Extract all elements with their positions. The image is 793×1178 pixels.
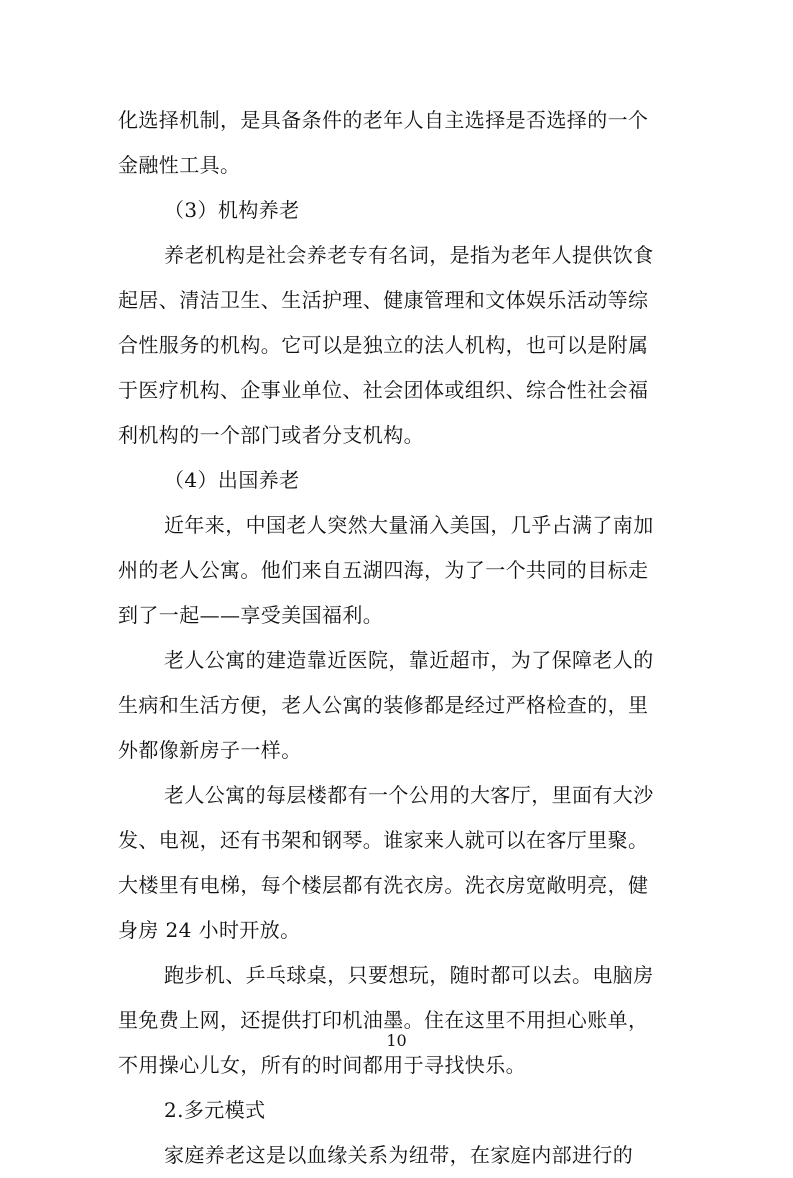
section-heading-overseas-care: （4）出国养老 xyxy=(164,468,300,492)
text-line: 跑步机、乒乓球桌，只要想玩，随时都可以去。电脑房 xyxy=(164,963,654,987)
text-line: 州的老人公寓。他们来自五湖四海，为了一个共同的目标走 xyxy=(118,558,649,582)
text-line: 大楼里有电梯，每个楼层都有洗衣房。洗衣房宽敞明亮，健 xyxy=(118,873,649,897)
section-heading-diversified-mode: 2.多元模式 xyxy=(164,1098,266,1122)
text-line: 外都像新房子一样。 xyxy=(118,738,302,762)
text-line: 身房 24 小时开放。 xyxy=(118,918,301,942)
text-line: 合性服务的机构。它可以是独立的法人机构，也可以是附属 xyxy=(118,333,649,357)
text-line: 老人公寓的建造靠近医院，靠近超市，为了保障老人的 xyxy=(164,648,654,672)
text-line: 老人公寓的每层楼都有一个公用的大客厅，里面有大沙 xyxy=(164,783,654,807)
text-line: 起居、清洁卫生、生活护理、健康管理和文体娱乐活动等综 xyxy=(118,288,649,312)
text-line: 养老机构是社会养老专有名词，是指为老年人提供饮食 xyxy=(164,243,654,267)
document-body xyxy=(118,98,680,1178)
text-line: 于医疗机构、企事业单位、社会团体或组织、综合性社会福 xyxy=(118,378,649,402)
text-line: 生病和生活方便，老人公寓的装修都是经过严格检查的，里 xyxy=(118,693,649,717)
text-line: 不用操心儿女，所有的时间都用于寻找快乐。 xyxy=(118,1053,526,1077)
text-line: 利机构的一个部门或者分支机构。 xyxy=(118,423,424,447)
text-line: 发、电视，还有书架和钢琴。谁家来人就可以在客厅里聚。 xyxy=(118,828,649,852)
text-line: 家庭养老这是以血缘关系为纽带，在家庭内部进行的 xyxy=(164,1143,634,1167)
text-line: 到了一起——享受美国福利。 xyxy=(118,603,384,627)
page-number: 10 xyxy=(386,1031,407,1050)
section-heading-institutional-care: （3）机构养老 xyxy=(164,198,300,222)
text-line: 金融性工具。 xyxy=(118,153,241,177)
text-line: 化选择机制，是具备条件的老年人自主选择是否选择的一个 xyxy=(118,108,649,132)
text-line: 近年来，中国老人突然大量涌入美国，几乎占满了南加 xyxy=(164,513,654,537)
text-line: 里免费上网，还提供打印机油墨。住在这里不用担心账单， xyxy=(118,1008,649,1032)
